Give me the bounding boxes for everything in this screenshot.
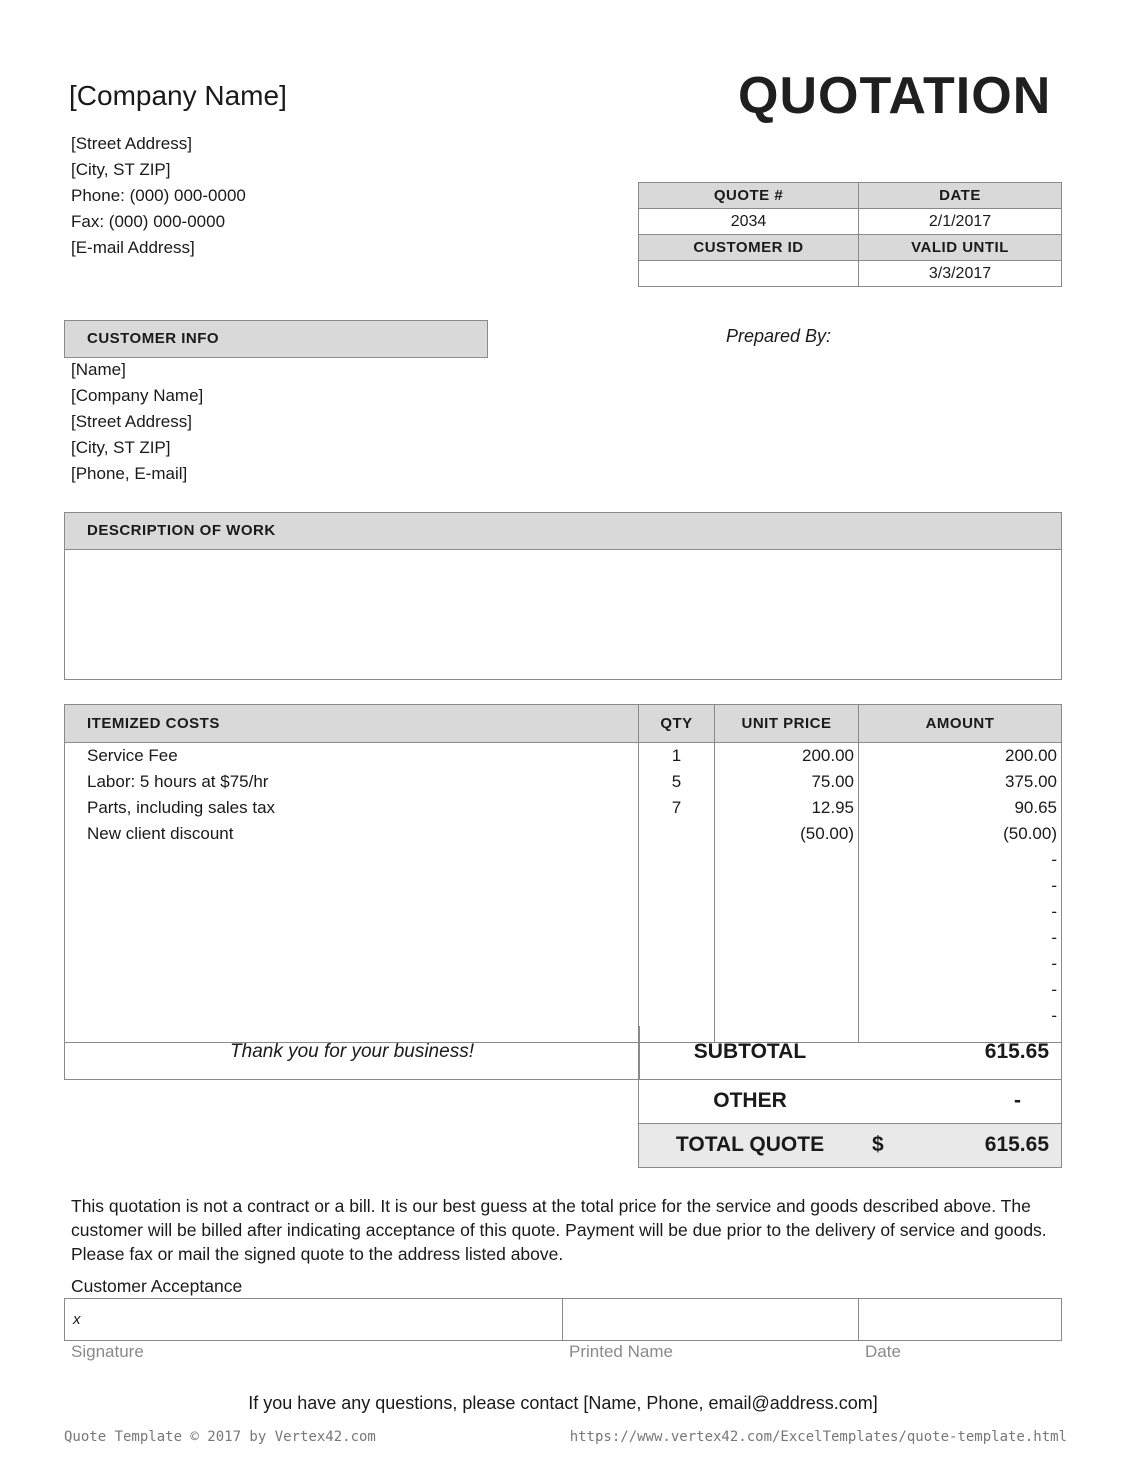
thank-you-message: Thank you for your business! bbox=[64, 1026, 640, 1080]
item-description[interactable]: Service Fee bbox=[65, 743, 639, 769]
company-street: [Street Address] bbox=[71, 134, 192, 153]
item-description[interactable] bbox=[65, 951, 639, 977]
itemized-costs-table bbox=[64, 704, 1062, 1043]
customer-acceptance-label: Customer Acceptance bbox=[71, 1276, 243, 1296]
item-description[interactable]: New client discount bbox=[65, 821, 639, 847]
company-fax: Fax: (000) 000-0000 bbox=[71, 212, 226, 231]
item-description[interactable] bbox=[65, 847, 639, 873]
item-description[interactable] bbox=[65, 977, 639, 1003]
customer-id-label: CUSTOMER ID bbox=[639, 235, 859, 261]
company-phone: Phone: (000) 000-0000 bbox=[71, 186, 246, 205]
date-label: DATE bbox=[859, 183, 1062, 209]
signature-label: Signature bbox=[71, 1342, 144, 1361]
item-qty[interactable]: 7 bbox=[639, 795, 715, 821]
contact-message: If you have any questions, please contact [Name, Phone, email@address.com] bbox=[248, 1393, 878, 1413]
table-row bbox=[65, 873, 1062, 899]
item-qty[interactable] bbox=[639, 1003, 715, 1029]
template-url-link[interactable]: https://www.vertex42.com/ExcelTemplates/quote-template.html bbox=[569, 1429, 1067, 1445]
description-header: DESCRIPTION OF WORK bbox=[64, 512, 1062, 550]
item-qty[interactable] bbox=[639, 847, 715, 873]
item-unit-price[interactable] bbox=[715, 977, 859, 1003]
prepared-by-label: Prepared By: bbox=[726, 326, 832, 346]
quote-number-label: QUOTE # bbox=[639, 183, 859, 209]
item-qty[interactable] bbox=[639, 821, 715, 847]
customer-company[interactable]: [Company Name] bbox=[71, 386, 204, 405]
item-qty[interactable] bbox=[639, 899, 715, 925]
item-qty[interactable]: 1 bbox=[639, 743, 715, 769]
company-city: [City, ST ZIP] bbox=[71, 160, 171, 179]
item-unit-price[interactable] bbox=[715, 873, 859, 899]
customer-id-value[interactable] bbox=[639, 261, 859, 287]
table-row bbox=[65, 977, 1062, 1003]
column-header-amount: AMOUNT bbox=[859, 705, 1062, 743]
customer-info-header: CUSTOMER INFO bbox=[64, 320, 488, 358]
item-amount[interactable]: - bbox=[859, 925, 1062, 951]
company-info bbox=[71, 131, 246, 261]
company-name: [Company Name] bbox=[69, 80, 287, 111]
description-field[interactable] bbox=[64, 548, 1062, 680]
date-value[interactable]: 2/1/2017 bbox=[859, 209, 1062, 235]
copyright-text: Quote Template © 2017 by Vertex42.com bbox=[64, 1429, 376, 1445]
acceptance-table bbox=[64, 1298, 1062, 1341]
item-unit-price[interactable]: 75.00 bbox=[715, 769, 859, 795]
table-row bbox=[65, 769, 1062, 795]
item-description[interactable] bbox=[65, 899, 639, 925]
acceptance-date-field[interactable] bbox=[859, 1299, 1062, 1341]
table-row bbox=[65, 821, 1062, 847]
column-header-qty: QTY bbox=[639, 705, 715, 743]
item-unit-price[interactable] bbox=[715, 925, 859, 951]
column-header-itemized-costs: ITEMIZED COSTS bbox=[65, 705, 639, 743]
item-amount[interactable]: 90.65 bbox=[859, 795, 1062, 821]
item-unit-price[interactable]: 12.95 bbox=[715, 795, 859, 821]
other-row bbox=[638, 1080, 1062, 1124]
table-row bbox=[65, 795, 1062, 821]
document-title: QUOTATION bbox=[738, 67, 1052, 125]
other-value[interactable]: - bbox=[1014, 1089, 1021, 1112]
item-unit-price[interactable] bbox=[715, 847, 859, 873]
item-qty[interactable] bbox=[639, 873, 715, 899]
customer-street[interactable]: [Street Address] bbox=[71, 412, 192, 431]
table-row bbox=[65, 1003, 1062, 1029]
item-amount[interactable]: 200.00 bbox=[859, 743, 1062, 769]
table-row bbox=[65, 925, 1062, 951]
customer-name[interactable]: [Name] bbox=[71, 360, 126, 379]
company-email: [E-mail Address] bbox=[71, 238, 195, 257]
item-unit-price[interactable]: (50.00) bbox=[715, 821, 859, 847]
item-amount[interactable]: - bbox=[859, 847, 1062, 873]
item-amount[interactable]: - bbox=[859, 873, 1062, 899]
item-unit-price[interactable]: 200.00 bbox=[715, 743, 859, 769]
subtotal-value: 615.65 bbox=[984, 1040, 1049, 1063]
item-amount[interactable]: - bbox=[859, 977, 1062, 1003]
item-qty[interactable]: 5 bbox=[639, 769, 715, 795]
printed-name-label: Printed Name bbox=[569, 1342, 673, 1361]
column-header-unit-price: UNIT PRICE bbox=[715, 705, 859, 743]
item-amount[interactable]: - bbox=[859, 899, 1062, 925]
item-unit-price[interactable] bbox=[715, 1003, 859, 1029]
total-quote-label: TOTAL QUOTE bbox=[675, 1133, 825, 1156]
item-qty[interactable] bbox=[639, 925, 715, 951]
total-quote-row bbox=[638, 1124, 1062, 1168]
item-description[interactable] bbox=[65, 1003, 639, 1029]
subtotal-label: SUBTOTAL bbox=[693, 1040, 807, 1063]
item-unit-price[interactable] bbox=[715, 951, 859, 977]
valid-until-label: VALID UNTIL bbox=[859, 235, 1062, 261]
total-quote-value: 615.65 bbox=[984, 1133, 1049, 1156]
other-label: OTHER bbox=[713, 1089, 787, 1112]
item-description[interactable]: Labor: 5 hours at $75/hr bbox=[65, 769, 639, 795]
customer-city[interactable]: [City, ST ZIP] bbox=[71, 438, 171, 457]
quote-number-value[interactable]: 2034 bbox=[639, 209, 859, 235]
customer-contact[interactable]: [Phone, E-mail] bbox=[71, 464, 188, 483]
quote-meta-table bbox=[638, 182, 1062, 287]
item-description[interactable] bbox=[65, 873, 639, 899]
table-row bbox=[65, 951, 1062, 977]
table-row bbox=[65, 743, 1062, 769]
item-amount[interactable]: (50.00) bbox=[859, 821, 1062, 847]
acceptance-date-label: Date bbox=[865, 1342, 901, 1361]
items-body bbox=[65, 743, 1062, 1043]
signature-field[interactable]: x bbox=[65, 1299, 563, 1341]
item-description[interactable] bbox=[65, 925, 639, 951]
table-row bbox=[65, 899, 1062, 925]
item-qty[interactable] bbox=[639, 951, 715, 977]
item-amount[interactable]: 375.00 bbox=[859, 769, 1062, 795]
disclaimer-text: This quotation is not a contract or a bill. It is our best guess at the total price for the service and goods described above. The customer will be billed after indicating acceptance of this quote. Payment will be due prior to the delivery of service and goods. Please fax or mail the signed quote to the address listed above. bbox=[71, 1196, 1047, 1264]
item-amount[interactable]: - bbox=[859, 951, 1062, 977]
valid-until-value[interactable]: 3/3/2017 bbox=[859, 261, 1062, 287]
total-currency-symbol: $ bbox=[872, 1133, 884, 1156]
item-unit-price[interactable] bbox=[715, 899, 859, 925]
table-row bbox=[65, 847, 1062, 873]
item-description[interactable]: Parts, including sales tax bbox=[65, 795, 639, 821]
item-qty[interactable] bbox=[639, 977, 715, 1003]
item-amount[interactable]: - bbox=[859, 1003, 1062, 1029]
customer-info bbox=[71, 357, 203, 487]
subtotal-row bbox=[638, 1026, 1062, 1080]
printed-name-field[interactable] bbox=[563, 1299, 859, 1341]
